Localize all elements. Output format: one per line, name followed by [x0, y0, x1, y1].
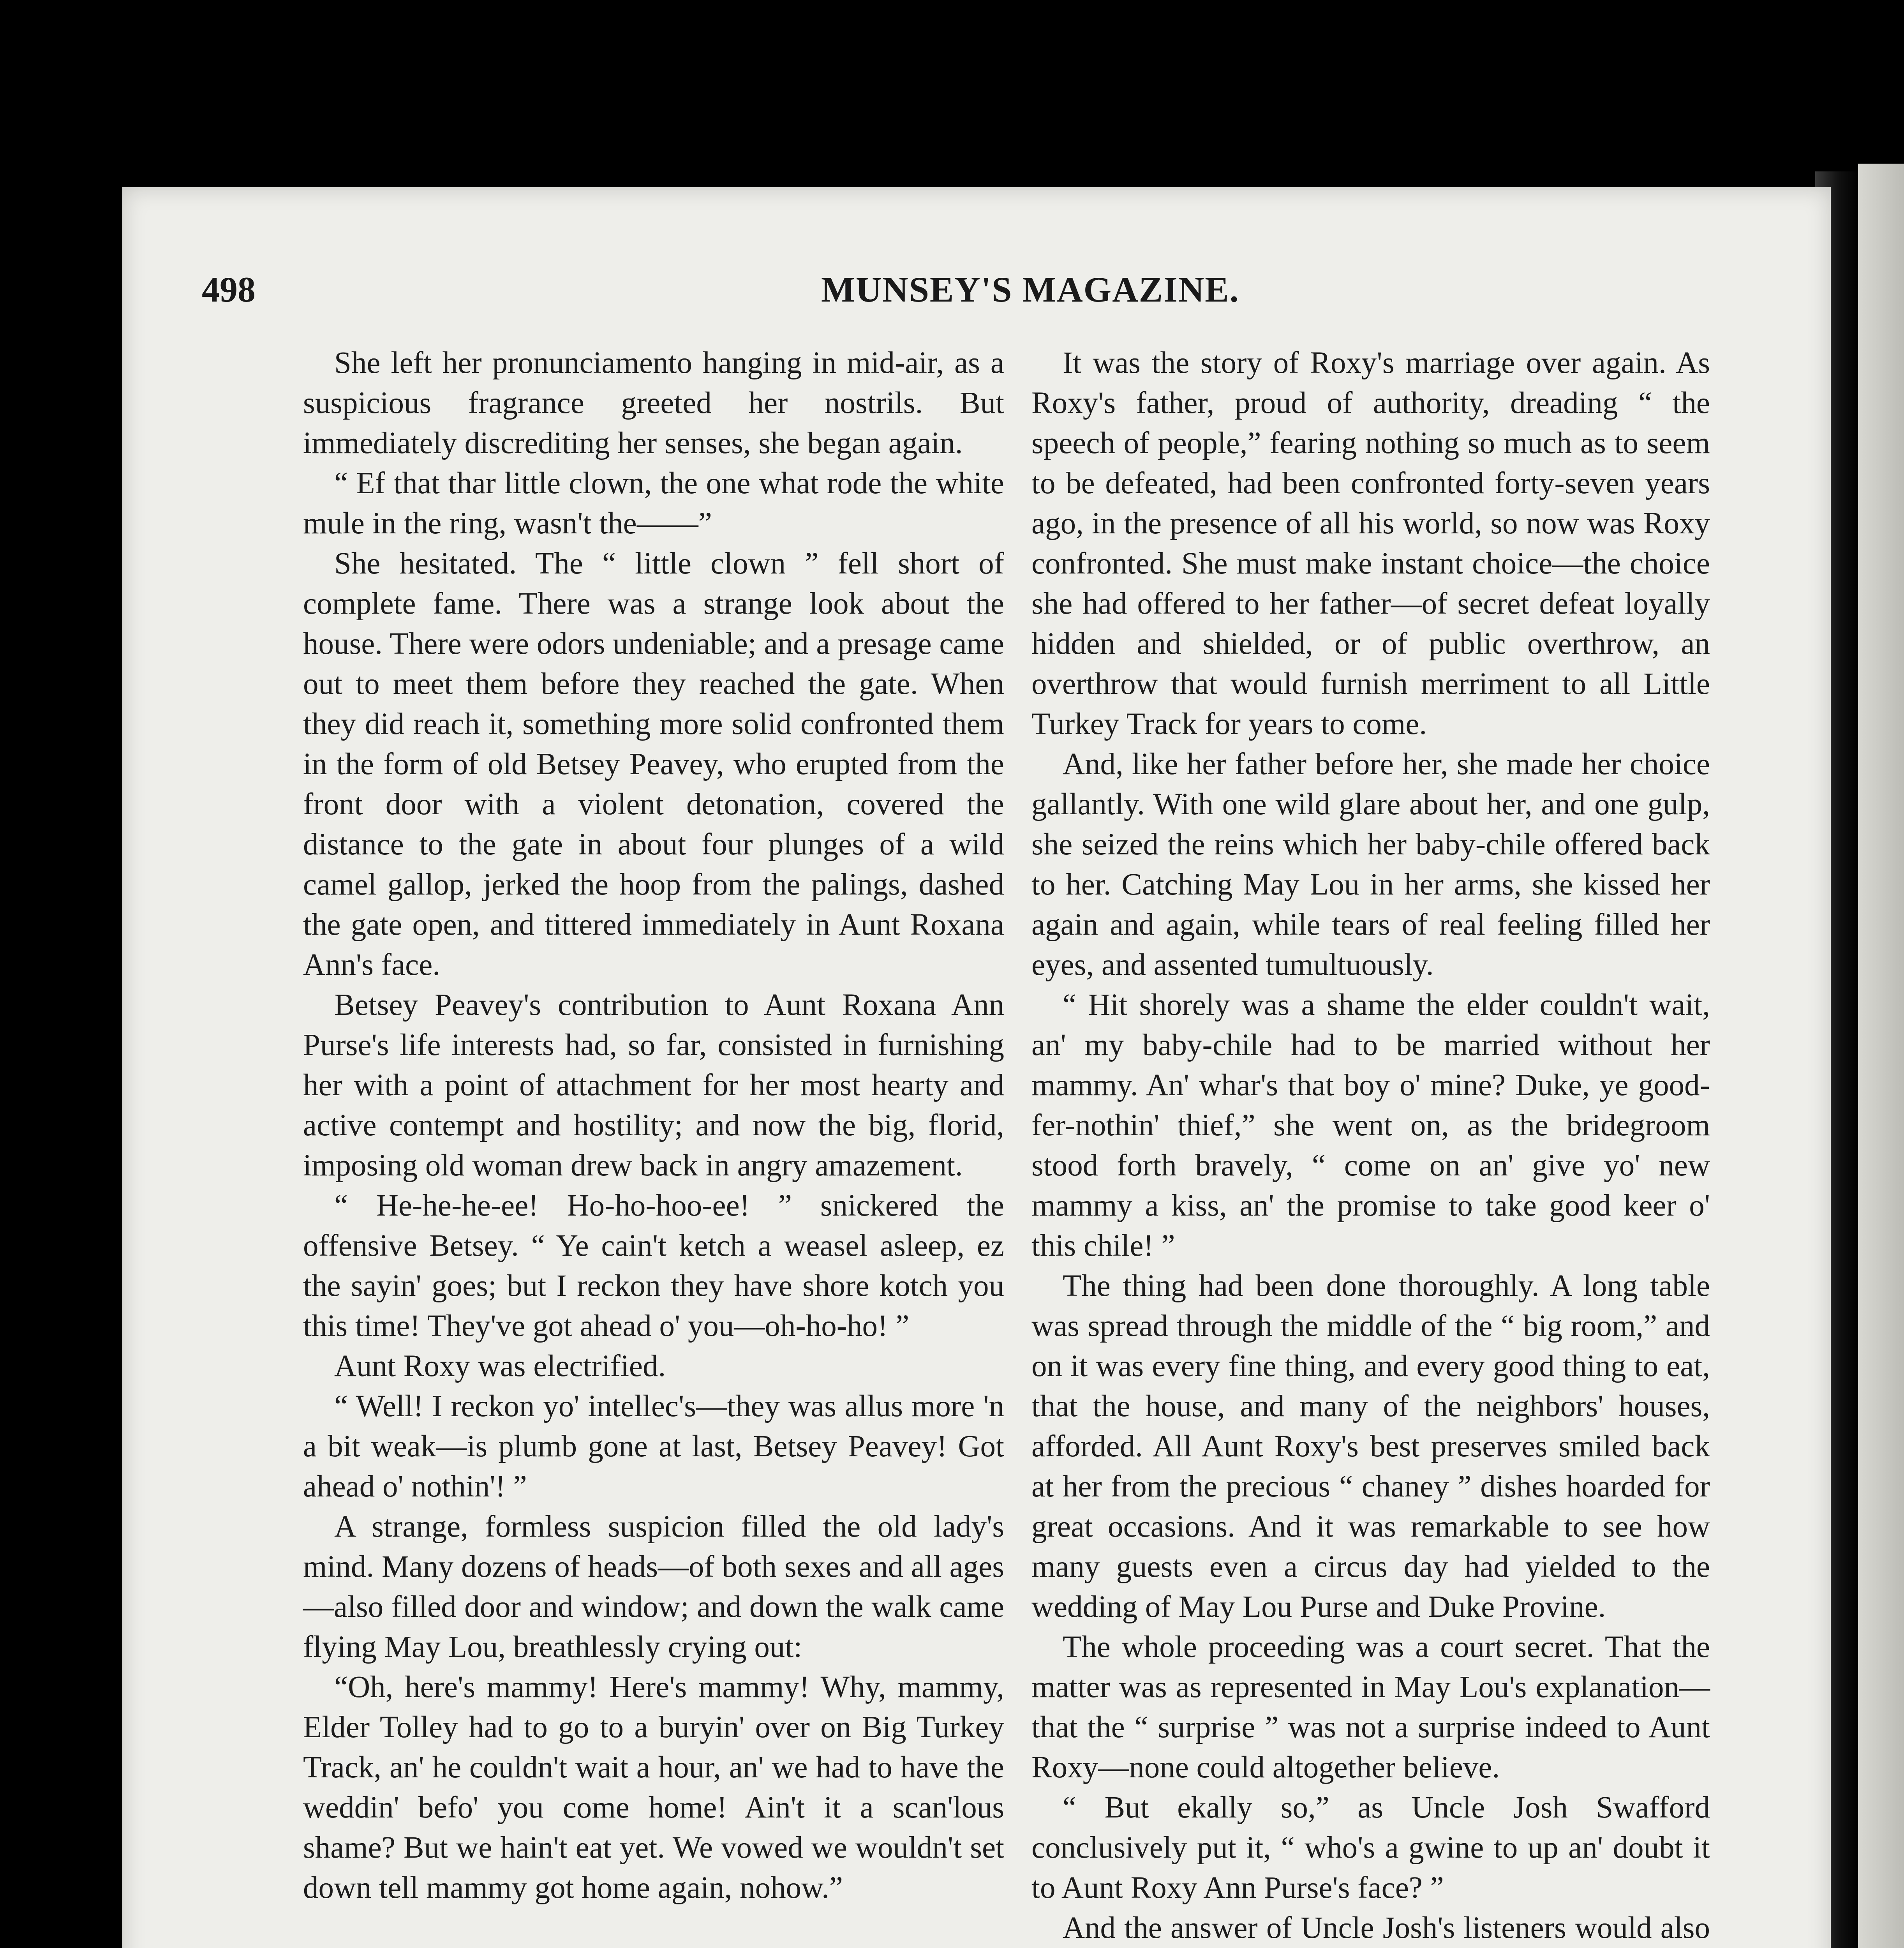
paragraph: “ Hit shorely was a shame the elder couldn't wait, an' my baby-chile had to be married without her mammy. An' whar's that boy o' mine? Duke, ye good-fer-nothin' thief,” she went on, as the bridegroom stood forth bravely, “ come on an' give yo' new mammy a kiss, an' the promise to take good keer o' this chile! ”: [1031, 988, 1710, 1263]
paragraph: Aunt Roxy was electrified.: [334, 1349, 666, 1383]
paragraph: “ Well! I reckon yo' intellec's—they was allus more 'n a bit weak—is plumb gone at last, Betsey Peavey! Got ahead o' nothin'! ”: [303, 1389, 1004, 1503]
paragraph: She hesitated. The “ little clown ” fell short of complete fame. There was a strange look about the house. There were odors undeniable; and a presage came out to meet them before they reached the gate. When they did reach it, something more solid confronted them in the form of old Betsey Peavey, who erupted from the front door with a violent detonation, covered the distance to the gate in about four plunges of a wild camel gallop, jerked the hoop from the palings, dashed the gate open, and tittered immediately in Aunt Roxana Ann's face.: [303, 547, 1004, 982]
paragraph: “Oh, here's mammy! Here's mammy! Why, mammy, Elder Tolley had to go to a buryin' over on Big Turkey Track, an' he couldn't wait a hour, an' we had to have the weddin' befo' you come home! Ain't it a scan'lous shame? But we hain't eat yet. We vowed we wouldn't set down tell mammy got home again, nohow.”: [303, 1670, 1004, 1905]
paragraph: Betsey Peavey's contribution to Aunt Roxana Ann Purse's life interests had, so far, consisted in furnishing her with a point of attachment for her most hearty and active contempt and hostility; and now the big, florid, imposing old woman drew back in angry amazement.: [303, 988, 1004, 1182]
paragraph: The thing had been done thoroughly. A long table was spread through the middle of the “ big room,” and on it was every fine thing, and every good thing to eat, that the house, and many of the neighbors' houses, afforded. All Aunt Roxy's best preserves smiled back at her from the precious “ chaney ” dishes hoarded for great occasions. And it was remarkable to see how many guests even a circus day had yielded to the wedding of May Lou Purse and Duke Provine.: [1031, 1269, 1710, 1624]
paragraph: And the answer of Uncle Josh's listeners would also: [1063, 1911, 1710, 1945]
running-title: MUNSEY'S MAGAZINE.: [821, 270, 1239, 309]
paragraph: She left her pronunciamento hanging in mid-air, as a suspicious fragrance greeted her nostrils. But immediately discrediting her senses, she began again.: [303, 346, 1004, 460]
paragraph: A strange, formless suspicion filled the old lady's mind. Many dozens of heads—of both sexes and all ages—also filled door and window; and down the walk came flying May Lou, breathlessly crying out:: [303, 1510, 1004, 1664]
paragraph: And, like her father before her, she made her choice gallantly. With one wild glare about her, and one gulp, she seized the reins which her baby-chile offered back to her. Catching May Lou in her arms, she kissed her again and again, while tears of real feeling filled her eyes, and assented tumultuously.: [1031, 747, 1710, 982]
paragraph: “ He-he-he-ee! Ho-ho-hoo-ee! ” snickered the offensive Betsey. “ Ye cain't ketch a weasel asleep, ez the sayin' goes; but I reckon they have shore kotch you this time! They've got ahead o' you—oh-ho-ho! ”: [303, 1189, 1004, 1343]
left-column: [303, 343, 1004, 1908]
right-column: [1031, 343, 1710, 1948]
facing-page-edge: [1858, 164, 1904, 1948]
paragraph: “ Ef that thar little clown, the one what rode the white mule in the ring, wasn't the——”: [303, 466, 1004, 540]
page-header: [202, 269, 1740, 316]
paragraph: The whole proceeding was a court secret. That the matter was as represented in May Lou's explanation—that the “ surprise ” was not a surprise indeed to Aunt Roxy—none could altogether believe.: [1031, 1630, 1710, 1784]
paragraph: “ But ekally so,” as Uncle Josh Swafford conclusively put it, “ who's a gwine to up an' doubt it to Aunt Roxy Ann Purse's face? ”: [1031, 1791, 1710, 1905]
page-number: 498: [202, 270, 256, 309]
paragraph: It was the story of Roxy's marriage over again. As Roxy's father, proud of authority, dreading “ the speech of people,” fearing nothing so much as to seem to be defeated, had been confronted forty-seven years ago, in the presence of all his world, so now was Roxy confronted. She must make instant choice—the choice she had offered to her father—of secret defeat loyally hidden and shielded, or of public overthrow, an overthrow that would furnish merriment to all Little Turkey Track for years to come.: [1031, 346, 1710, 741]
